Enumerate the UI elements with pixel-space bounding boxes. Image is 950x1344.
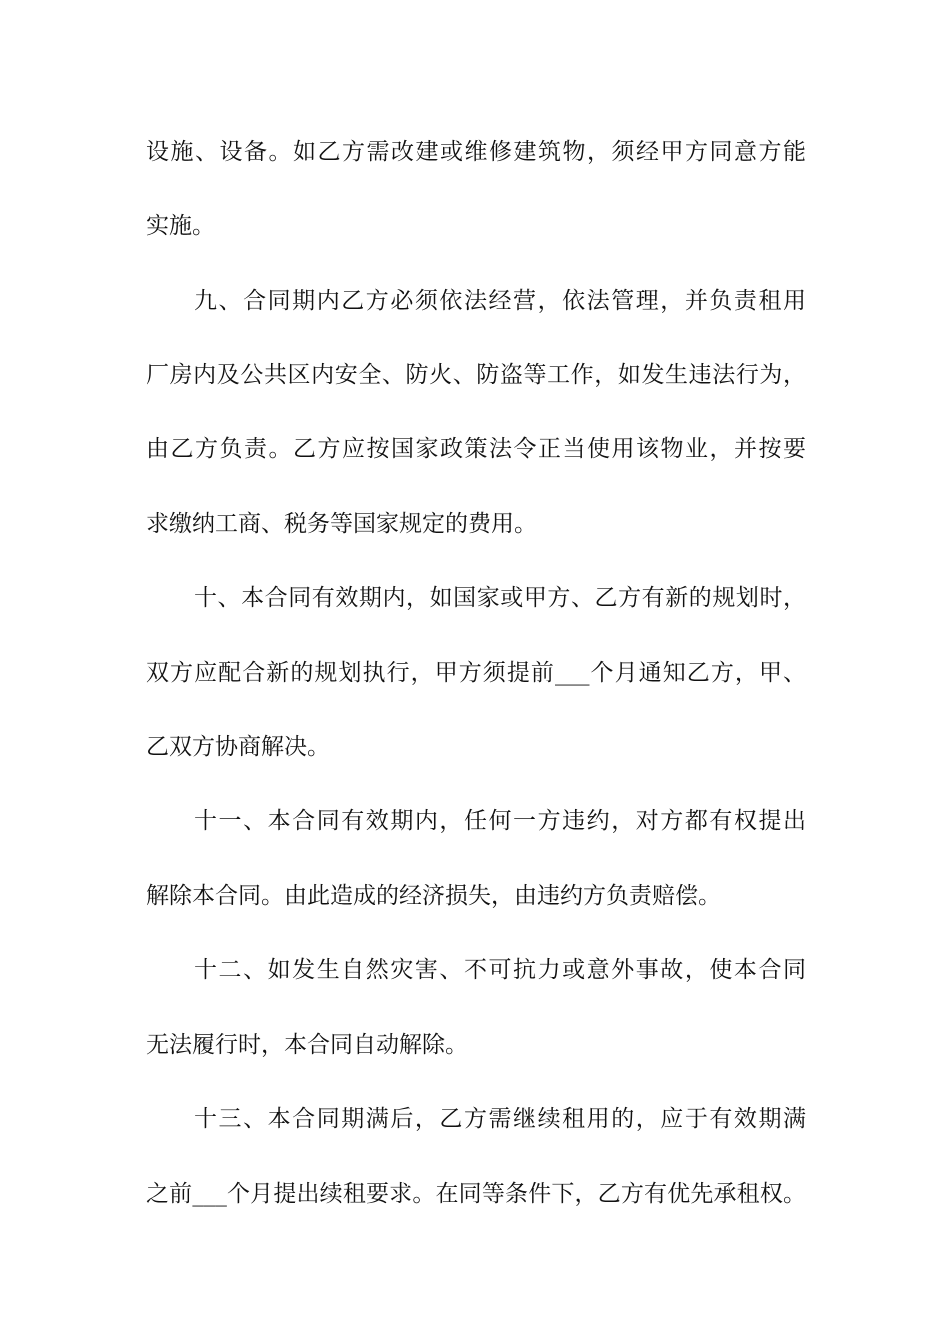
paragraph-thirteen-first-line: 十三、本合同期满后，乙方需继续租用的，应于有效期满 <box>194 1106 806 1132</box>
text-line: 无法履行时，本合同自动解除。 <box>146 1032 468 1058</box>
text-line: 设施、设备。如乙方需改建或维修建筑物，须经甲方同意方能 <box>146 139 806 165</box>
paragraph-ten-first-line: 十、本合同有效期内，如国家或甲方、乙方有新的规划时， <box>194 585 806 611</box>
text-line: 由乙方负责。乙方应按国家政策法令正当使用该物业，并按要 <box>146 436 806 462</box>
text-line: 双方应配合新的规划执行，甲方须提前___个月通知乙方，甲、 <box>146 660 806 686</box>
text-line: 乙双方协商解决。 <box>146 734 330 760</box>
paragraph-twelve-first-line: 十二、如发生自然灾害、不可抗力或意外事故，使本合同 <box>194 957 806 983</box>
paragraph-nine-first-line: 九、合同期内乙方必须依法经营，依法管理，并负责租用 <box>194 288 806 314</box>
text-line: 解除本合同。由此造成的经济损失，由违约方负责赔偿。 <box>146 883 721 909</box>
text-line: 求缴纳工商、税务等国家规定的费用。 <box>146 511 537 537</box>
text-line: 厂房内及公共区内安全、防火、防盗等工作，如发生违法行为， <box>146 362 806 388</box>
text-line: 实施。 <box>146 213 215 239</box>
paragraph-eleven-first-line: 十一、本合同有效期内，任何一方违约，对方都有权提出 <box>194 808 806 834</box>
text-line: 之前___个月提出续租要求。在同等条件下，乙方有优先承租权。 <box>146 1181 806 1207</box>
